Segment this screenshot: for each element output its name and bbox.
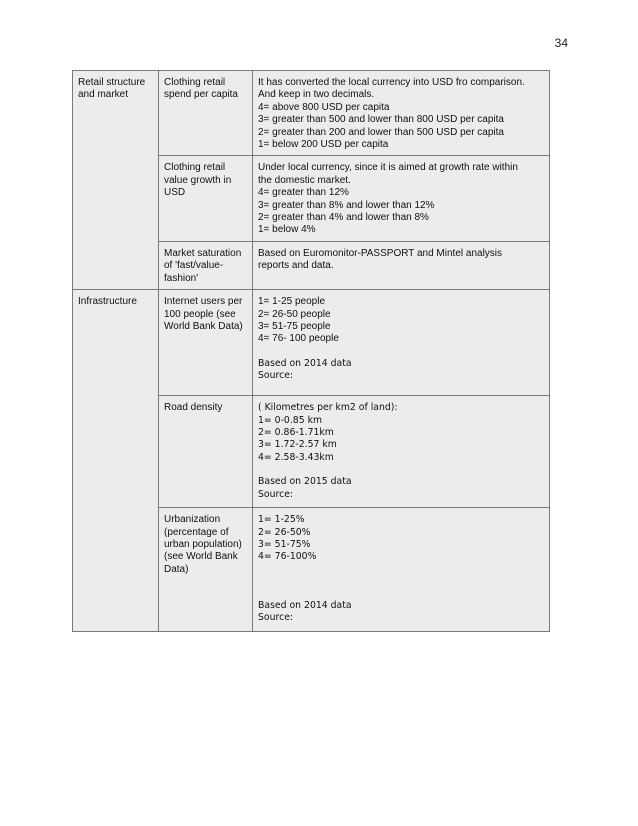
indicator-text: Clothing retail	[164, 77, 226, 88]
category-text: Retail structure	[78, 77, 146, 88]
description-text: 3= 51-75%	[258, 538, 311, 550]
description-text: 1= 1-25 people	[258, 296, 326, 308]
category-cell	[73, 290, 159, 632]
data-source: Source:	[258, 612, 294, 624]
indicator-cell	[159, 290, 253, 396]
indicator-text: Clothing retail	[164, 162, 226, 174]
indicator-text: 100 people (see	[164, 308, 236, 320]
indicator-text: value growth in	[164, 174, 232, 186]
description-text: And keep in two decimals.	[258, 89, 375, 101]
description-text: ( Kilometres per km2 of land):	[258, 402, 398, 414]
description-text: 1= 0-0.85 km	[258, 414, 323, 426]
indicator-cell	[159, 156, 253, 241]
data-note: Based on 2014 data	[258, 599, 352, 611]
description-text: 4= above 800 USD per capita	[258, 101, 390, 113]
description-text: 4= 76-100%	[258, 551, 317, 563]
criteria-table	[72, 70, 550, 632]
description-text: 4= 2.58-3.43km	[258, 451, 334, 463]
page-number: 34	[554, 36, 568, 50]
category-text: Infrastructure	[78, 296, 137, 308]
description-text: 2= greater than 200 and lower than 500 USD per capita	[258, 126, 504, 138]
indicator-text: of 'fast/value-	[164, 260, 224, 272]
data-note: Based on 2015 data	[258, 476, 352, 488]
description-text: reports and data.	[258, 260, 334, 272]
indicator-text: Market saturation	[164, 247, 242, 259]
indicator-text: urban population)	[164, 538, 242, 550]
indicator-cell	[159, 396, 253, 508]
description-cell	[253, 508, 550, 632]
data-source: Source:	[258, 488, 294, 500]
description-text: 4= 76- 100 people	[258, 333, 339, 345]
indicator-text: World Bank Data)	[164, 320, 243, 332]
description-text: the domestic market.	[258, 174, 351, 186]
description-text: 2= greater than 4% and lower than 8%	[258, 212, 429, 224]
table-row	[73, 71, 550, 156]
data-note: Based on 2014 data	[258, 357, 352, 369]
description-text: 3= greater than 8% and lower than 12%	[258, 199, 435, 211]
category-cell	[73, 71, 159, 290]
description-text: 3= 1.72-2.57 km	[258, 439, 337, 451]
data-source: Source:	[258, 370, 294, 382]
description-cell	[253, 241, 550, 289]
indicator-cell	[159, 71, 253, 156]
category-text: and market	[78, 89, 129, 101]
indicator-text: Data)	[164, 563, 189, 575]
indicator-text: (see World Bank	[164, 551, 238, 563]
description-cell	[253, 156, 550, 241]
description-text: 1= 1-25%	[258, 514, 305, 526]
description-text: 4= greater than 12%	[258, 187, 349, 199]
description-cell	[253, 71, 550, 156]
indicator-text: Road density	[164, 402, 223, 414]
indicator-text: USD	[164, 187, 186, 199]
description-text: 2= 0.86-1.71km	[258, 426, 334, 438]
description-text: 1= below 4%	[258, 224, 316, 236]
indicator-text: Urbanization	[164, 514, 221, 526]
table-row	[73, 290, 550, 396]
description-text: 3= 51-75 people	[258, 320, 331, 332]
indicator-cell	[159, 508, 253, 632]
indicator-text: fashion'	[164, 272, 199, 284]
description-text: 3= greater than 500 and lower than 800 USD per capita	[258, 114, 504, 126]
description-cell	[253, 396, 550, 508]
description-text: 2= 26-50 people	[258, 308, 331, 320]
indicator-text: spend per capita	[164, 89, 238, 101]
description-cell	[253, 290, 550, 396]
description-text: 2= 26-50%	[258, 526, 311, 538]
description-text: Based on Euromonitor-PASSPORT and Mintel analysis	[258, 247, 503, 259]
indicator-cell	[159, 241, 253, 289]
description-text: Under local currency, since it is aimed at growth rate within	[258, 162, 518, 174]
indicator-text: Internet users per	[164, 296, 243, 308]
description-text: It has converted the local currency into USD fro comparison.	[258, 77, 525, 88]
indicator-text: (percentage of	[164, 526, 229, 538]
description-text: 1= below 200 USD per capita	[258, 139, 389, 151]
